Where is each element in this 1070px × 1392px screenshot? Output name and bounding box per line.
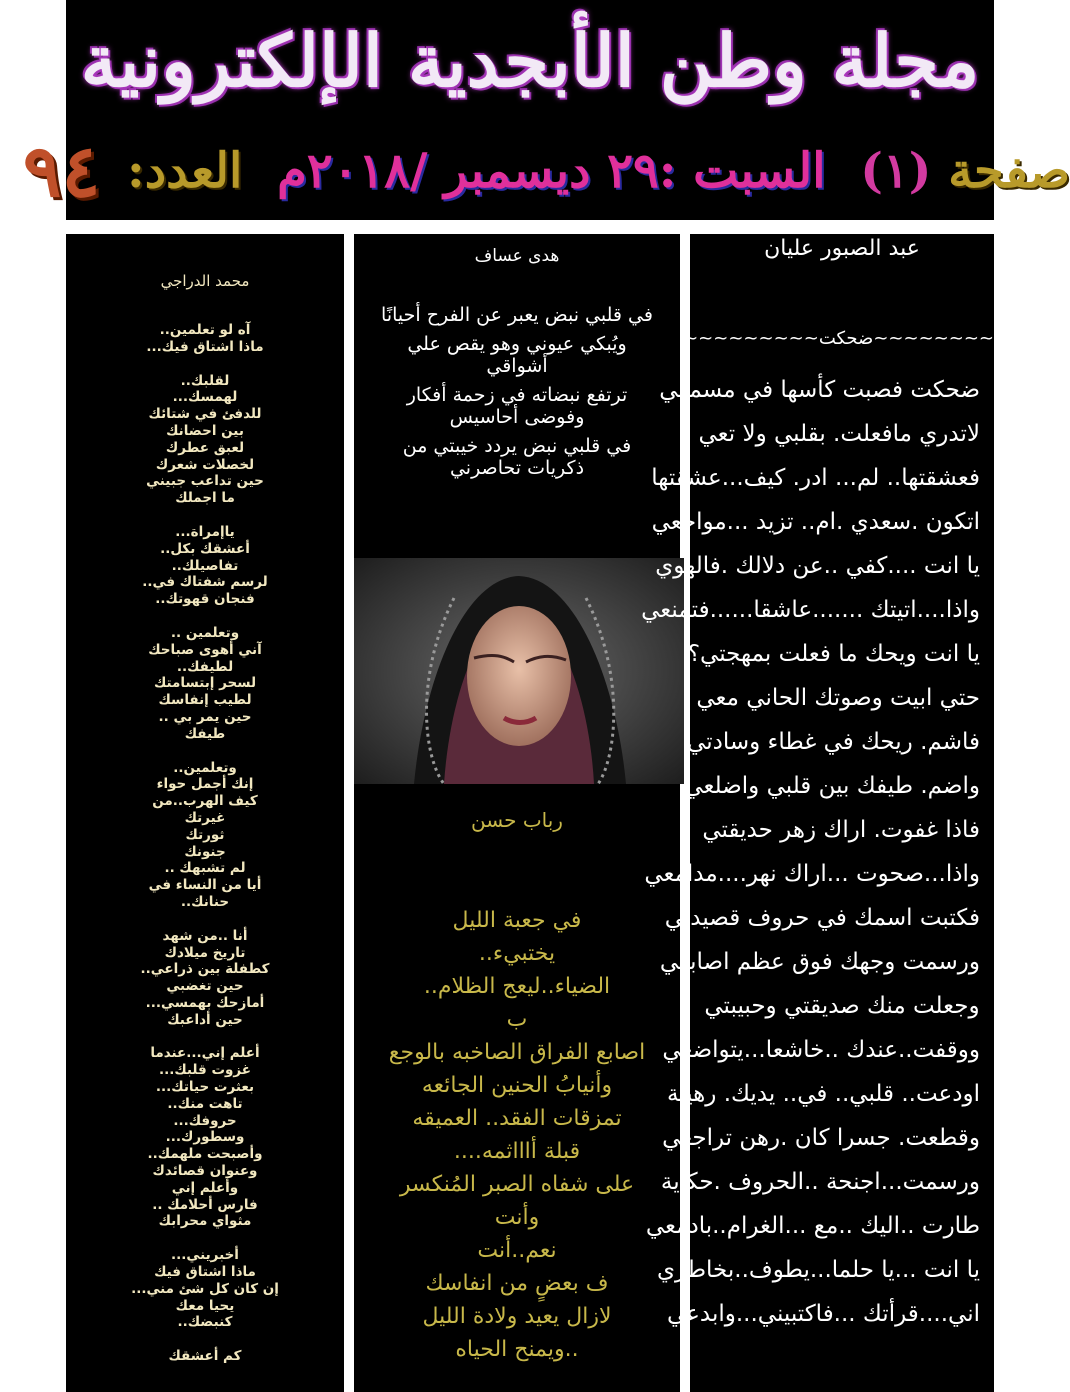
poem-line: ب <box>506 1007 528 1032</box>
poem-body <box>641 368 980 1336</box>
page-word: صفحة <box>948 142 1070 199</box>
poem-line: لم تشبهك .. <box>164 860 246 877</box>
poem-line: فنجان قهوتك.. <box>155 591 255 608</box>
poem-line: يا انت ....كفي ..عن دلالك .فالهوي <box>655 553 980 579</box>
poem-title: ~~~~~~~~ضحكت~~~~~~~~~ <box>683 328 994 349</box>
poem-line: حروفك... <box>173 1112 237 1129</box>
poem-line: وتعلمين .. <box>170 624 240 641</box>
poem-line: وتعلمين.. <box>173 759 237 776</box>
poem-line: ورسمت...اجنحة ..الحروف .حكاية <box>660 1169 980 1195</box>
poem-body <box>74 322 336 1382</box>
poem-line: لازال يعيد ولادة الليل <box>422 1304 612 1329</box>
poem-line: ما اجملك <box>175 490 235 507</box>
poem-line: في جعبة الليل <box>452 908 582 933</box>
issue-line <box>10 128 1070 218</box>
poem-line: بين احضانك <box>166 422 244 439</box>
poem-line: تاهت منك.. <box>167 1095 243 1112</box>
poem-line: يختبيء.. <box>478 941 556 966</box>
poem-line: تفاصيلك.. <box>171 557 239 574</box>
author-name: هدى عساف <box>474 246 560 266</box>
poem-line: غيرتك <box>184 809 226 826</box>
poem-line: للدفئ في شتائك <box>148 406 262 423</box>
poem-line: فاذا غفوت. اراك زهر حديقتي <box>702 817 980 843</box>
poem-body <box>374 304 660 486</box>
poem-line: ضحكت فصبت كأسها في مسمعي <box>659 377 980 403</box>
poem-stanza <box>74 625 336 743</box>
poem-line: اودعت.. قلبي.. في.. يديك. رهينة <box>666 1081 980 1107</box>
poem-line: جنونك <box>184 843 226 860</box>
poem-line: ثورتك <box>185 826 225 843</box>
poem-stanza <box>74 760 336 911</box>
poem-line: فارس أحلامك .. <box>152 1196 258 1213</box>
poem-line: اني....قرأتك ...فاكتبيني...وابدعي <box>667 1301 980 1327</box>
poem-line: طارت ..اليك ..مع ...الغرام..بادمعي <box>645 1213 980 1239</box>
poem-body <box>364 904 670 1366</box>
poem-line: نعم..أنت <box>477 1238 557 1263</box>
poem-line: يا انت ويحك ما فعلت بمهجتي؟ <box>687 641 980 667</box>
poem-line: حين تغضبي <box>166 978 244 995</box>
poem-line: وأنت <box>494 1205 540 1230</box>
poem-line: وسطورك... <box>165 1129 245 1146</box>
poem-line: حتي ابيت وصوتك الحاني معي <box>696 685 980 711</box>
magazine-title: مجلة وطن الأبجدية الإلكترونية <box>80 18 980 103</box>
poem-line: لسحر إبتسامتك <box>153 675 257 692</box>
issue-word: العدد: <box>126 142 243 199</box>
poem-line: ..ويمنح الحياه <box>455 1337 579 1362</box>
author-name: محمد الدراجي <box>160 272 250 290</box>
poem-line: ورسمت وجهك فوق عظم اصابعي <box>659 949 980 975</box>
poem-stanza <box>74 373 336 507</box>
poem-line: فاشم. ريحك في غطاء وسادتي <box>687 729 980 755</box>
author-name: عبد الصبور عليان <box>764 236 920 261</box>
poem-line: الضياء..ليعج الظلام.. <box>423 974 611 999</box>
poem-stanza <box>74 1247 336 1331</box>
author-name: رباب حسن <box>471 808 563 832</box>
poem-line: وأنيابُ الحنين الجائعه <box>421 1073 613 1098</box>
issue-date: السبت :٢٩ ديسمبر /٢٠١٨م <box>277 142 826 199</box>
poem-line: تمزقات الفقد.. العميقه <box>412 1106 622 1131</box>
page-number: (١) <box>860 142 932 199</box>
poem-line: إن كان كل شئ مني... <box>131 1280 279 1297</box>
poem-line: ووقفت..عندك ..خاشعا...يتواضعي <box>662 1037 980 1063</box>
issue-number: ٩٤ <box>22 128 101 213</box>
poem-line: حين يمر بي .. <box>158 708 252 725</box>
poem-line: أعلم إني...عندما <box>150 1045 260 1062</box>
poem-stanza <box>74 322 336 356</box>
poem-line: آه لو تعلمين.. <box>159 322 251 338</box>
poem-line: أنا ..من شهد <box>162 927 248 944</box>
poem-line: لهمسك... <box>172 389 238 406</box>
poem-line: ياإمراة... <box>175 523 235 540</box>
left-column <box>66 234 344 1392</box>
poem-line: آني أهوى صباحك <box>148 641 262 658</box>
poem-line: في قلبي نبض يعبر عن الفرح أحيانًا <box>381 304 653 326</box>
poem-line: يا انت ...يا حلما...يطوف..بخاطري <box>657 1257 980 1283</box>
poem-line: اصابع الفراق الصاخبه بالوجع <box>388 1040 646 1065</box>
poem-line: حين أداعبك <box>167 1011 243 1028</box>
poem-line: فعشقتها.. لم... ادر. كيف...عشقتها <box>651 465 980 491</box>
poem-line: غزوت قلبك... <box>158 1062 252 1079</box>
poem-line: وقطعت. جسرا كان .رهن تراجعي <box>662 1125 980 1151</box>
portrait-image <box>354 558 684 784</box>
poem-line: قبلة أاااثمه.... <box>453 1139 581 1164</box>
poem-line: إنك أجمل حواء <box>156 776 254 793</box>
poem-line: لاتدري مافعلت. بقلبي ولا تعي <box>698 421 980 447</box>
poem-line: واذا...صحوت ...اراك نهر....مدامعي <box>644 861 980 887</box>
poem-line: تاريخ ميلادك <box>164 944 246 961</box>
poem-line: لعبق عطرك <box>165 439 245 456</box>
poem-line: كم أعشقك <box>168 1348 242 1365</box>
poem-stanza <box>74 1045 336 1230</box>
poem-line: كيف الهرب..من <box>152 793 258 810</box>
poem-line: حنانك.. <box>180 893 230 910</box>
poem-line: كطفلة بين ذراعي.. <box>140 961 270 978</box>
poem-line: حين تداعب جبيني <box>146 473 264 490</box>
poem-line: واضم. طيفك بين قلبي واضلعي <box>684 773 980 799</box>
poem-line: بعثرت حياتك... <box>155 1079 255 1096</box>
poem-line: لطيفك.. <box>176 658 234 675</box>
poem-line: أخبريني... <box>171 1247 239 1264</box>
poem-line: فكتبت اسمك في حروف قصيدتي <box>664 905 980 931</box>
poem-line: لرسم شفتاك في.. <box>142 574 268 591</box>
poem-line: وأصبحت ملهمك.. <box>147 1146 263 1163</box>
right-column <box>641 234 994 1392</box>
poem-line: أمازحك بهمسي... <box>145 994 265 1011</box>
poem-line: في قلبي نبض يردد خيبتي من ذكريات تحاصرني <box>402 435 632 479</box>
poem-line: يحيا معك <box>175 1297 235 1314</box>
poem-line: وعنوان قصائدك <box>152 1163 258 1180</box>
poem-line: ترتفع نبضاته في زحمة أفكار وفوضى أحاسيس <box>406 384 628 428</box>
poem-line: لقلبك.. <box>180 372 230 389</box>
poem-line: اتكون .سعدي .ام.. تزيد ...مواجعي <box>651 509 980 535</box>
poem-line: لطيب إنفاسك <box>158 692 252 709</box>
poem-line: كنبضك.. <box>177 1314 233 1331</box>
poem-stanza <box>74 1348 336 1365</box>
poem-line: مثواي محرابك <box>158 1213 252 1230</box>
poem-line: على شفاه الصبر المُنكسر <box>399 1172 635 1197</box>
poem-line: وأعلم إني <box>171 1179 239 1196</box>
poem-line: أيا من النساء في <box>148 877 262 894</box>
poem-line: أعشقك بكل.. <box>160 540 250 557</box>
poem-line: واذا....اتيتك .......عاشقا......فتمنعي <box>641 597 980 623</box>
poem-line: ويُبكي عيوني وهو يقص علي أشواقي <box>407 333 627 377</box>
poem-line: وجعلت منك صديقتي وحبيبتي <box>704 993 980 1019</box>
poem-line: ماذا اشتاق فيك <box>154 1264 256 1281</box>
poem-line: لخصلات شعرك <box>155 456 255 473</box>
poem-stanza <box>74 928 336 1029</box>
poem-line: ماذا اشتاق فيك... <box>146 338 264 355</box>
poem-stanza <box>74 524 336 608</box>
poem-line: طيفك <box>184 725 226 742</box>
middle-column <box>354 234 680 1392</box>
poem-line: ف بعضٍ من انفاسك <box>425 1271 609 1296</box>
